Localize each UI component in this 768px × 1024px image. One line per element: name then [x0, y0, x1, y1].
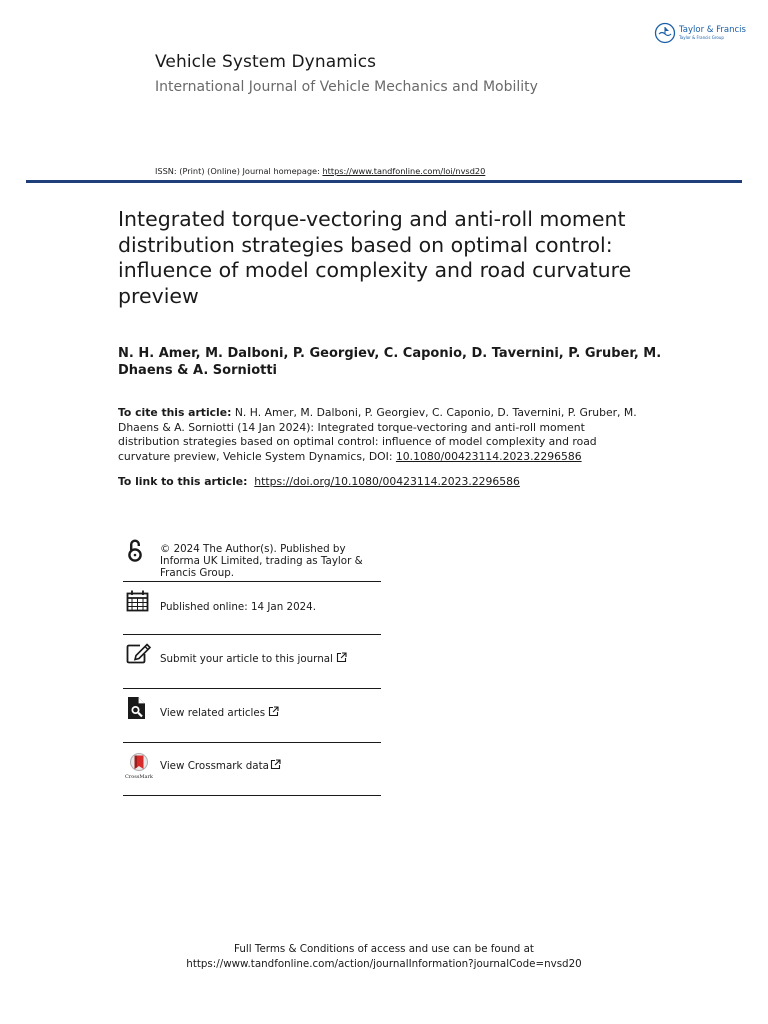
open-access-text: © 2024 The Author(s). Published by Informa UK Limited, trading as Taylor & Francis Group.: [160, 543, 363, 579]
submit-row[interactable]: [123, 635, 381, 689]
article-authors: N. H. Amer, M. Dalboni, P. Georgiev, C. Caponio, D. Tavernini, P. Gruber, M. Dhaens & A. Sorniotti: [118, 346, 662, 378]
publisher-name: Taylor & Francis: [679, 25, 746, 36]
journal-title: Vehicle System Dynamics: [155, 52, 377, 72]
issn-line: [155, 166, 485, 176]
crossmark-row[interactable]: [123, 743, 381, 796]
header-divider: [26, 180, 742, 183]
publisher-logo-icon: [654, 22, 676, 44]
related-articles-label: View related articles: [160, 707, 266, 719]
article-doi-link[interactable]: https://doi.org/10.1080/00423114.2023.2296586: [254, 475, 520, 488]
document-search-icon: [126, 695, 148, 721]
publisher-logo-text: [679, 26, 746, 40]
submit-article-link[interactable]: [160, 652, 347, 665]
article-link-label: To link to this article:: [118, 475, 248, 488]
citation-block: [118, 406, 638, 464]
external-link-icon: [336, 652, 347, 663]
journal-homepage-link[interactable]: https://www.tandfonline.com/loi/nvsd20: [322, 166, 486, 176]
published-row: [123, 582, 381, 635]
citation-doi-link[interactable]: 10.1080/00423114.2023.2296586: [395, 449, 582, 463]
related-row[interactable]: [123, 689, 381, 743]
open-access-row: [123, 536, 381, 582]
crossmark-label: View Crossmark data: [160, 760, 269, 772]
citation-text: N. H. Amer, M. Dalboni, P. Georgiev, C. Caponio, D. Tavernini, P. Gruber, M. Dhaens & A. Sorniotti (14 Jan 2024): Integrated torque-vectoring and anti-roll moment distribution strategies based on optimal control: influence of model complexity and road curvature preview, Vehicle System Dynamics, DOI:: [118, 406, 637, 463]
submit-article-label: Submit your article to this journal: [160, 653, 333, 665]
crossmark-link[interactable]: [160, 759, 281, 772]
article-link-block: [118, 475, 678, 489]
citation-label: To cite this article:: [118, 406, 232, 419]
article-info-list: [123, 536, 381, 796]
issn-text: ISSN: (Print) (Online) Journal homepage:: [155, 166, 323, 176]
journal-subtitle: International Journal of Vehicle Mechanics and Mobility: [155, 79, 538, 95]
open-access-icon: [126, 538, 146, 564]
publisher-group: Taylor & Francis Group: [679, 34, 724, 40]
related-articles-link[interactable]: [160, 706, 279, 719]
crossmark-icon: [125, 752, 153, 780]
published-text: Published online: 14 Jan 2024.: [160, 601, 316, 613]
calendar-icon: [126, 590, 150, 612]
publisher-logo: [654, 22, 746, 44]
crossmark-logo-text: CrossMark: [125, 774, 153, 780]
footer-terms-text: Full Terms & Conditions of access and use can be found at: [234, 943, 534, 955]
article-title: Integrated torque-vectoring and anti-roll moment distribution strategies based on optimal control: influence of model complexity and road curvature preview: [118, 207, 632, 308]
edit-icon: [126, 643, 152, 665]
external-link-icon: [268, 706, 279, 717]
external-link-icon: [270, 759, 281, 770]
footer-terms-url[interactable]: https://www.tandfonline.com/action/journalInformation?journalCode=nvsd20: [186, 958, 582, 970]
